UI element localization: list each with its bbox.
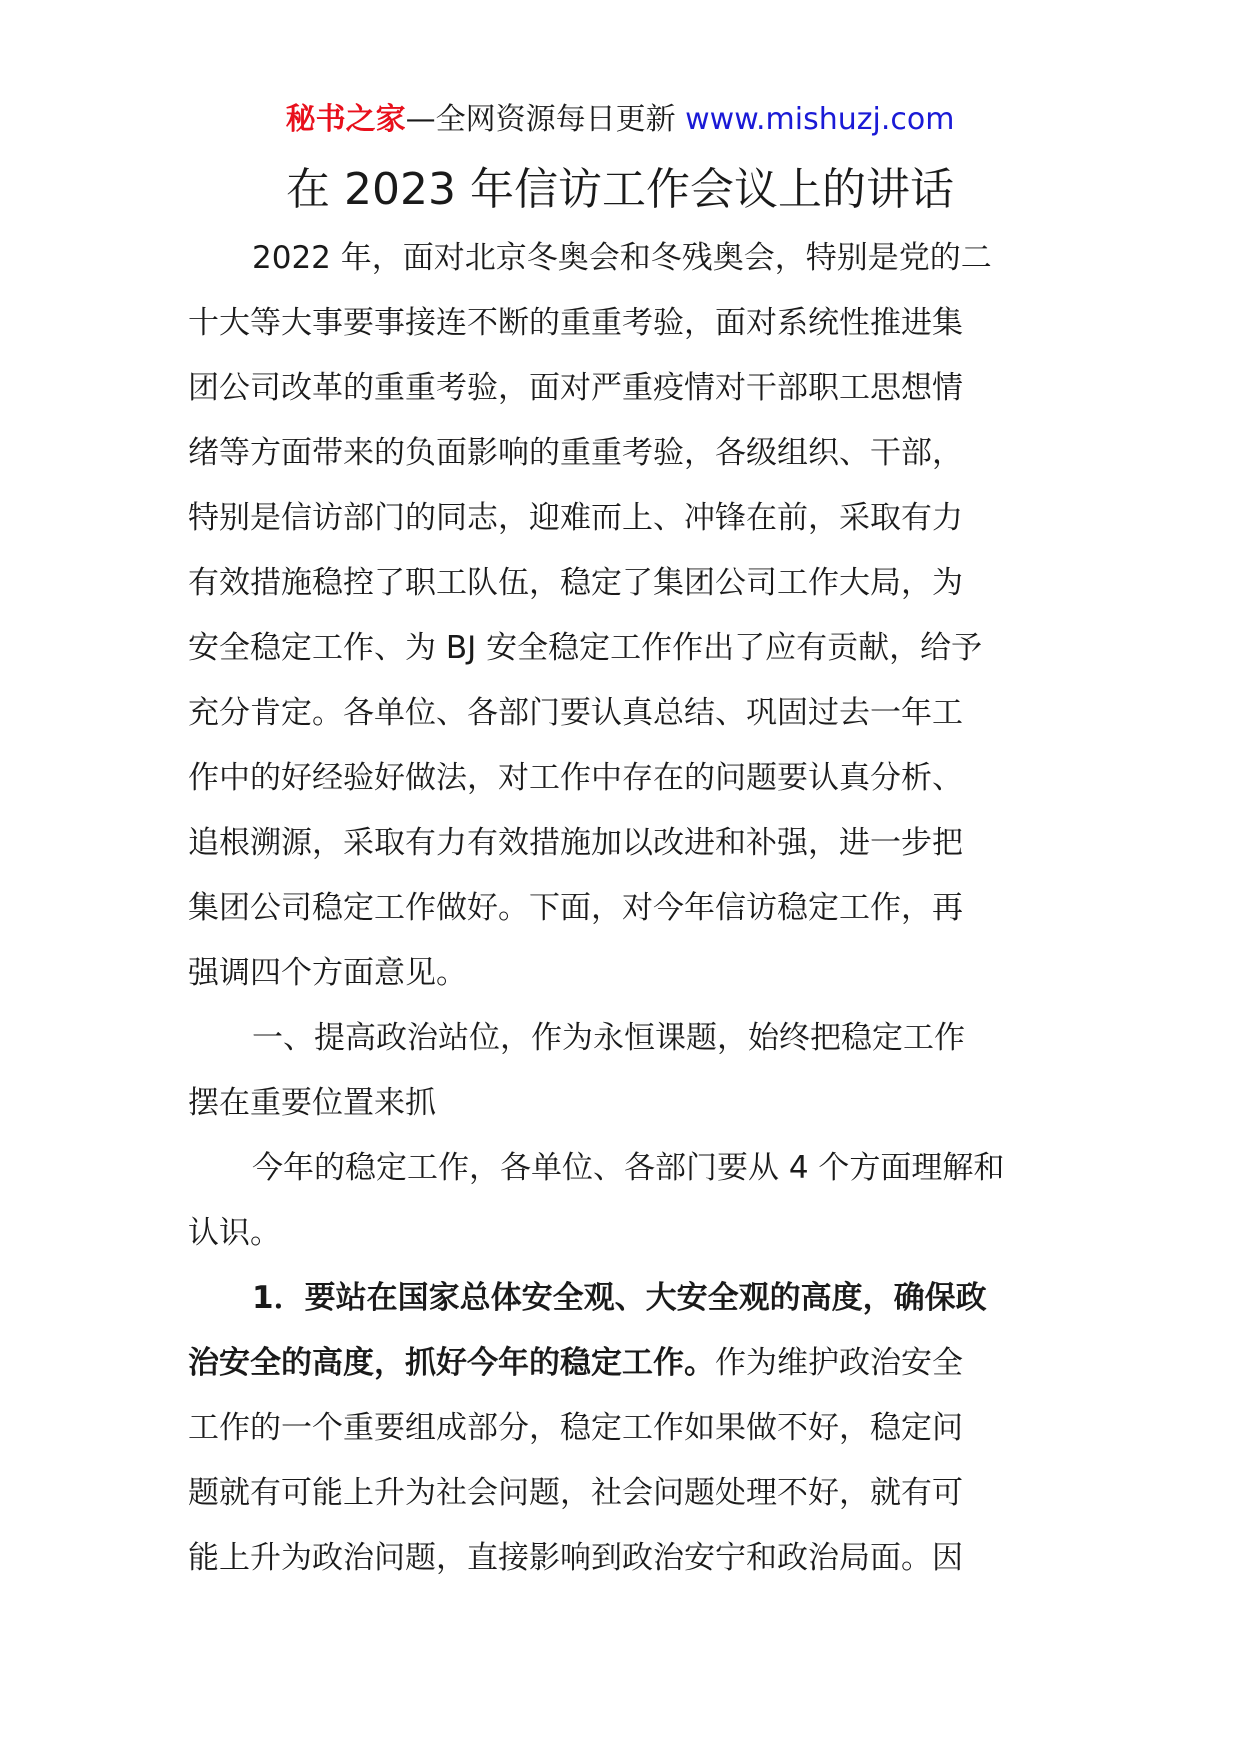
text-line: 认识。 [188,1215,281,1251]
heading-line: 摆在重要位置来抓 [188,1085,436,1121]
section-heading-1 [188,1006,1056,1136]
bold-text: 治安全的高度，抓好今年的稳定工作。 [188,1345,715,1381]
text-line: 绪等方面带来的负面影响的重重考验，各级组织、干部， [188,435,963,471]
text-line: 有效措施稳控了职工队伍，稳定了集团公司工作大局，为 [188,565,963,601]
text-line: 特别是信访部门的同志，迎难而上、冲锋在前，采取有力 [188,500,963,536]
bold-text-line: 1．要站在国家总体安全观、大安全观的高度，确保政 [252,1280,987,1316]
text-line: 十大等大事要事接连不断的重重考验，面对系统性推进集 [188,305,963,341]
text-line: 工作的一个重要组成部分，稳定工作如果做不好，稳定问 [188,1410,963,1446]
text-line: 题就有可能上升为社会问题，社会问题处理不好，就有可 [188,1475,963,1511]
text-line: 作中的好经验好做法，对工作中存在的问题要认真分析、 [188,760,963,796]
paragraph-point-1 [188,1266,1056,1591]
regular-text: 作为维护政治安全 [715,1345,963,1381]
brand-name: 秘书之家 [285,102,406,137]
text-line: 强调四个方面意见。 [188,955,467,991]
text-line: 能上升为政治问题，直接影响到政治安宁和政治局面。因 [188,1540,963,1576]
text-line: 今年的稳定工作，各单位、各部门要从 4 个方面理解和 [252,1150,1005,1186]
site-header [0,100,1240,140]
paragraph-intro [188,226,1056,1006]
document-title: 在 2023 年信访工作会议上的讲话 [286,164,954,215]
heading-line: 一、提高政治站位，作为永恒课题，始终把稳定工作 [252,1020,965,1056]
text-line: 安全稳定工作、为 BJ 安全稳定工作作出了应有贡献，给予 [188,630,983,666]
text-line: 充分肯定。各单位、各部门要认真总结、巩固过去一年工 [188,695,963,731]
text-line: 集团公司稳定工作做好。下面，对今年信访稳定工作，再 [188,890,963,926]
text-line: 2022 年，面对北京冬奥会和冬残奥会，特别是党的二 [252,240,992,276]
text-line: 团公司改革的重重考验，面对严重疫情对干部职工思想情 [188,370,963,406]
text-line: 追根溯源，采取有力有效措施加以改进和补强，进一步把 [188,825,963,861]
document-body [188,226,1056,1591]
site-slogan: —全网资源每日更新 [405,102,676,137]
text-line [188,1331,1056,1396]
site-url[interactable]: www.mishuzj.com [685,102,955,137]
paragraph-section-1-intro [188,1136,1056,1266]
